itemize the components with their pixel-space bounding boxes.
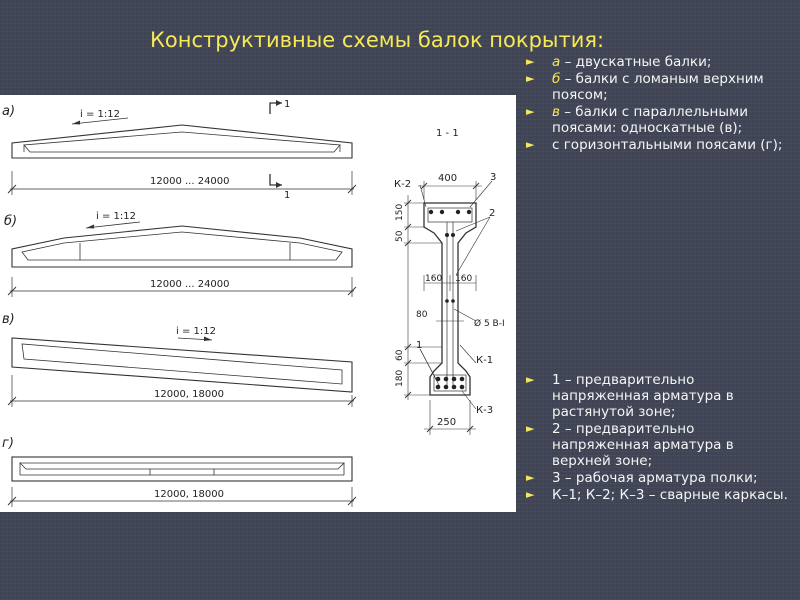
- slide-title: Конструктивные схемы балок покрытия:: [150, 28, 605, 52]
- arrow-bullet-icon: ►: [526, 471, 535, 484]
- dim-web-right: 160: [455, 274, 473, 284]
- beam-g: [12, 457, 352, 481]
- span-v: 12000, 18000: [154, 389, 224, 400]
- beam-schemes-svg: [0, 95, 516, 512]
- cross-section: [404, 181, 492, 435]
- cut-mark-top: 1: [284, 99, 291, 110]
- beam-schemes-drawing: [0, 95, 516, 512]
- dim-50: 50: [395, 230, 405, 242]
- beam-b: [12, 226, 352, 267]
- slope-b: i = 1:12: [96, 211, 136, 222]
- label-g: г): [2, 436, 14, 451]
- label-n3: 3: [490, 172, 497, 183]
- beam-v: [12, 338, 352, 392]
- list-item: ► б – балки с ломаным верхним поясом;: [526, 71, 764, 103]
- arrow-bullet-icon: ►: [526, 72, 535, 85]
- dim-web-left: 160: [425, 274, 443, 284]
- label-rebar: Ø 5 В-I: [474, 319, 505, 329]
- label-b: б): [4, 214, 18, 229]
- arrow-bullet-icon: ►: [526, 488, 535, 501]
- list-item: ► 2 – предварительно напряженная арматура в верхней зоне;: [526, 421, 734, 469]
- legend-top-list: [522, 54, 794, 154]
- dim-60: 60: [395, 349, 405, 361]
- beam-a: [12, 125, 352, 158]
- label-k3: К-3: [476, 405, 494, 416]
- label-k2: К-2: [394, 179, 412, 190]
- span-a: 12000 ... 24000: [150, 176, 230, 187]
- arrow-bullet-icon: ►: [526, 138, 535, 151]
- dim-180: 180: [395, 369, 405, 387]
- span-g: 12000, 18000: [154, 489, 224, 500]
- cut-mark-bottom: 1: [284, 190, 291, 201]
- label-n2: 2: [489, 208, 496, 219]
- list-item: ► с горизонтальными поясами (г);: [526, 137, 783, 153]
- list-item: ► 1 – предварительно напряженная арматура в растянутой зоне;: [526, 372, 734, 420]
- rebar-dots: [429, 210, 471, 390]
- section-title: 1 - 1: [436, 128, 459, 139]
- label-a: а): [2, 104, 16, 119]
- list-item: ► а – двускатные балки;: [526, 54, 712, 70]
- slope-v: i = 1:12: [176, 326, 216, 337]
- arrow-bullet-icon: ►: [526, 422, 535, 435]
- dim-top-width: 400: [438, 173, 458, 184]
- arrow-bullet-icon: ►: [526, 55, 535, 68]
- list-item: ► 3 – рабочая арматура полки;: [526, 470, 758, 486]
- arrow-bullet-icon: ►: [526, 373, 535, 386]
- label-n1: 1: [416, 340, 423, 351]
- list-item: ► в – балки с параллельными поясами: односкатные (в);: [526, 104, 748, 136]
- label-k1: К-1: [476, 355, 494, 366]
- dim-150: 150: [395, 203, 405, 221]
- slope-a: i = 1:12: [80, 109, 120, 120]
- arrow-bullet-icon: ►: [526, 105, 535, 118]
- legend-bottom-list: [522, 372, 794, 504]
- dim-bottom-width: 250: [437, 417, 457, 428]
- list-item: ► К–1; К–2; К–3 – сварные каркасы.: [526, 487, 788, 503]
- label-v: в): [2, 312, 15, 327]
- dim-80: 80: [416, 310, 428, 320]
- span-b: 12000 ... 24000: [150, 279, 230, 290]
